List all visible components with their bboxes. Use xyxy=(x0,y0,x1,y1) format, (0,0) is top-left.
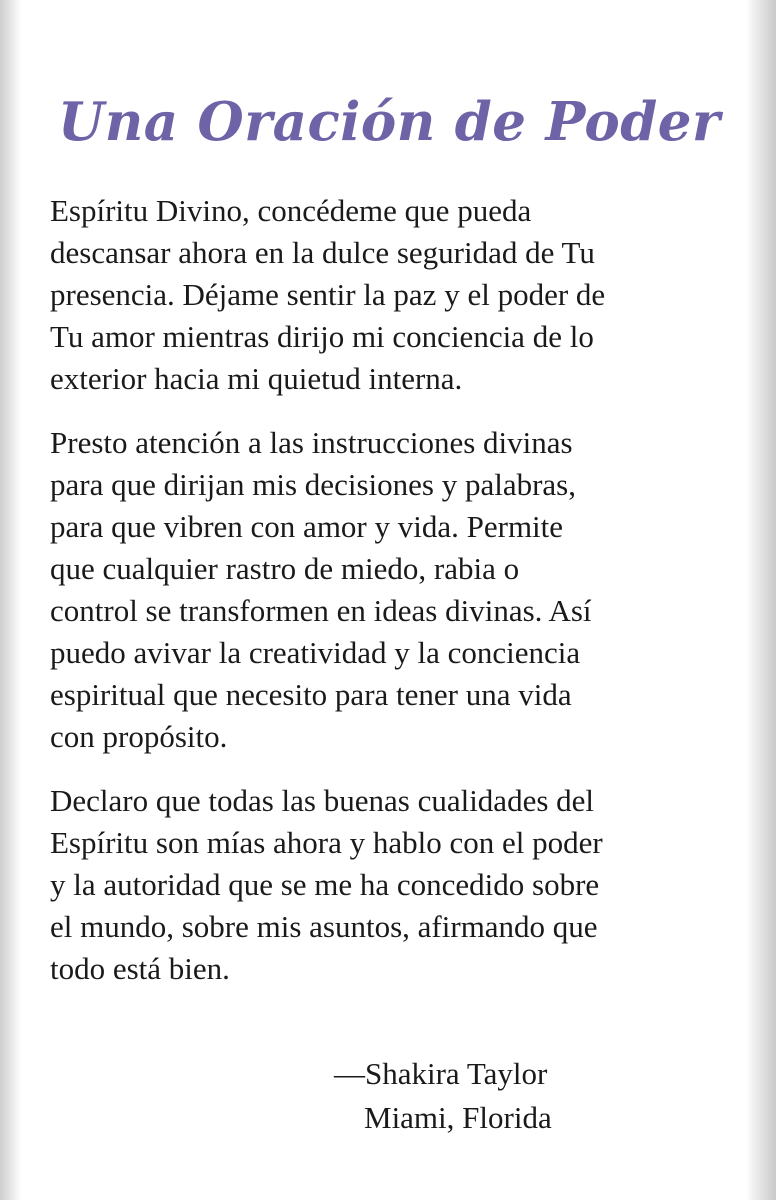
text-line: exterior hacia mi quietud interna. xyxy=(50,361,463,396)
author-location: Miami, Florida xyxy=(364,1100,552,1135)
page-edge-shadow-right xyxy=(746,0,776,1200)
text-line: espiritual que necesito para tener una vida xyxy=(50,677,572,712)
page-edge-shadow-left xyxy=(0,0,22,1200)
text-line: para que dirijan mis decisiones y palabras, xyxy=(50,467,576,502)
paragraph-1 xyxy=(50,190,690,400)
author-name: —Shakira Taylor xyxy=(334,1056,548,1091)
text-line: que cualquier rastro de miedo, rabia o xyxy=(50,551,520,586)
text-line: con propósito. xyxy=(50,719,228,754)
text-line: Espíritu son mías ahora y hablo con el poder xyxy=(50,825,603,860)
text-line: el mundo, sobre mis asuntos, afirmando que xyxy=(50,909,598,944)
prayer-body xyxy=(50,190,690,1012)
text-line: todo está bien. xyxy=(50,951,230,986)
text-line: presencia. Déjame sentir la paz y el poder de xyxy=(50,277,606,312)
text-line: para que vibren con amor y vida. Permite xyxy=(50,509,564,544)
page-title: Una Oración de Poder xyxy=(58,91,721,153)
paragraph-3 xyxy=(50,780,690,990)
text-line: Presto atención a las instrucciones divinas xyxy=(50,425,573,460)
text-line: y la autoridad que se me ha concedido sobre xyxy=(50,867,600,902)
text-line: descansar ahora en la dulce seguridad de Tu xyxy=(50,235,595,270)
paragraph-2 xyxy=(50,422,690,758)
text-line: Espíritu Divino, concédeme que pueda xyxy=(50,193,532,228)
text-line: Tu amor mientras dirijo mi conciencia de lo xyxy=(50,319,594,354)
text-line: Declaro que todas las buenas cualidades del xyxy=(50,783,595,818)
text-line: control se transformen en ideas divinas. Así xyxy=(50,593,592,628)
text-line: puedo avivar la creatividad y la conciencia xyxy=(50,635,581,670)
